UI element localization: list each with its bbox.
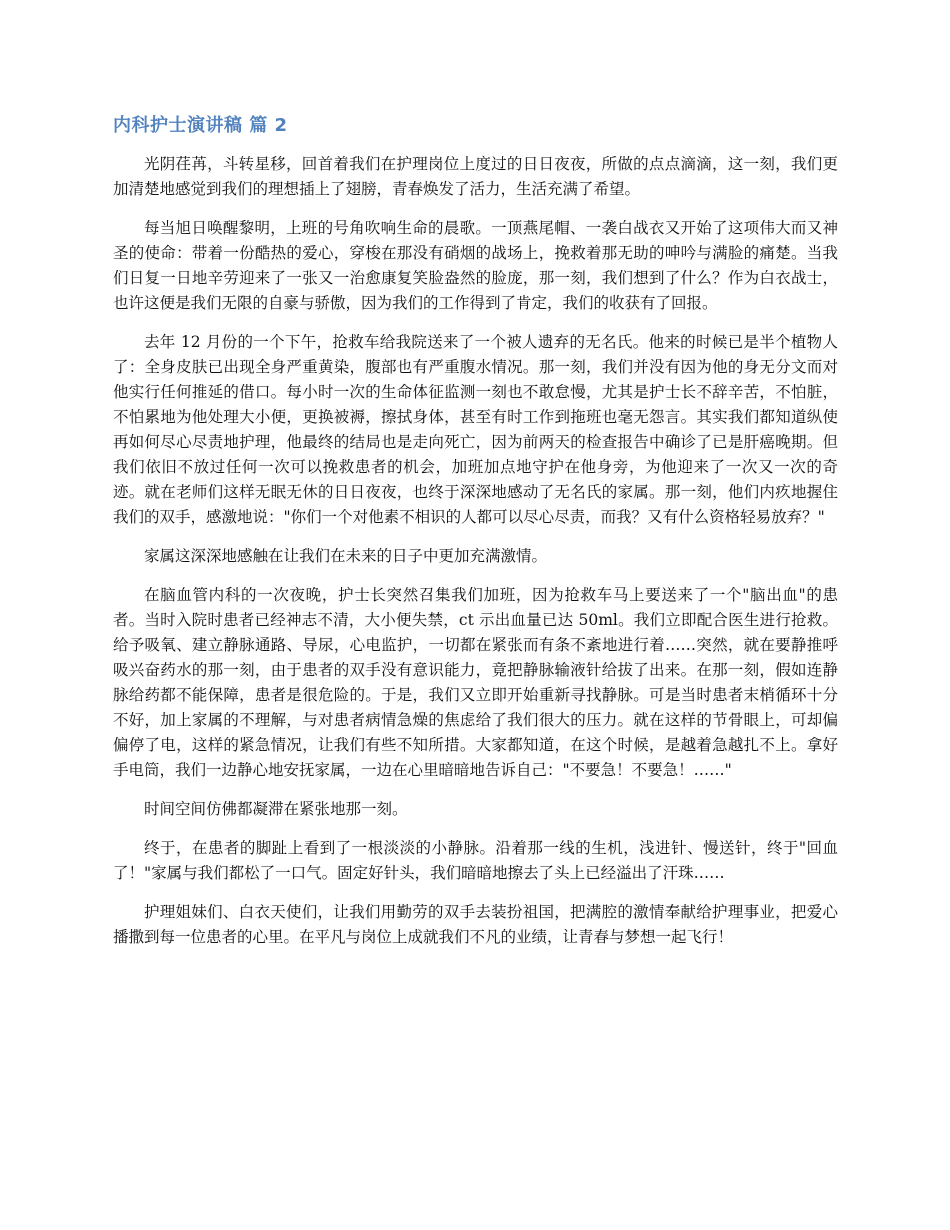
paragraph-2: 每当旭日唤醒黎明，上班的号角吹响生命的晨歌。一顶燕尾帽、一袭白战衣又开始了这项伟大而又神圣的使命：带着一份酷热的爱心，穿梭在那没有硝烟的战场上，挽救着那无助的呻吟与满脸的痛楚。当我们日复一日地辛劳迎来了一张又一治愈康复笑脸盎然的脸庞，那一刻，我们想到了什么？作为白衣战士，也许这便是我们无限的自豪与骄傲，因为我们的工作得到了肯定，我们的收获有了回报。 [113,219,838,312]
paragraph-6: 时间空间仿佛都凝滞在紧张地那一刻。 [144,800,408,818]
paragraph-5: 在脑血管内科的一次夜晚，护士长突然召集我们加班，因为抢救车马上要送来了一个"脑出血"的患者。当时入院时患者已经神志不清，大小便失禁，ct 示出血量已达 50ml。我们立即配合医生进行抢救。给予吸氧、建立静脉通路、导尿，心电监护，一切都在紧张而有条不紊地进行着……突然，就在要静推呼吸兴奋药水的那一刻，由于患者的双手没有意识能力，竟把静脉输液针给拔了出来。在那一刻，假如连静脉给药都不能保障，患者是很危险的。于是，我们又立即开始重新寻找静脉。可是当时患者末梢循环十分不好，加上家属的不理解，与对患者病情急燥的焦虑给了我们很大的压力。就在这样的节骨眼上，可却偏偏停了电，这样的紧急情况，让我们有些不知所措。大家都知道，在这个时候，是越着急越扎不上。拿好手电筒，我们一边静心地安抚家属，一边在心里暗暗地告诉自己："不要急！不要急！……" [113,586,838,779]
paragraph-1: 光阴荏苒，斗转星移，回首着我们在护理岗位上度过的日日夜夜，所做的点点滴滴，这一刻，我们更加清楚地感觉到我们的理想插上了翅膀，青春焕发了活力，生活充满了希望。 [113,155,838,198]
paragraph-3: 去年 12 月份的一个下午，抢救车给我院送来了一个被人遗弃的无名氏。他来的时候已是半个植物人了：全身皮肤已出现全身严重黄染，腹部也有严重腹水情况。那一刻，我们并没有因为他的身无分文而对他实行任何推延的借口。每小时一次的生命体征监测一刻也不敢怠慢，尤其是护士长不辞辛苦，不怕脏，不怕累地为他处理大小便，更换被褥，擦拭身体，甚至有时工作到拖班也毫无怨言。其实我们都知道纵使再如何尽心尽责地护理，他最终的结局也是走向死亡，因为前两天的检查报告中确诊了已是肝癌晚期。但我们依旧不放过任何一次可以挽救患者的机会，加班加点地守护在他身旁，为他迎来了一次又一次的奇迹。就在老师们这样无眠无休的日日夜夜，也终于深深地感动了无名氏的家属。那一刻，他们内疚地握住我们的双手，感激地说："你们一个对他素不相识的人都可以尽心尽责，而我？又有什么资格轻易放弃？" [113,333,838,526]
paragraph-7: 终于，在患者的脚趾上看到了一根淡淡的小静脉。沿着那一线的生机，浅进针、慢送针，终于"回血了！"家属与我们都松了一口气。固定好针头，我们暗暗地擦去了头上已经溢出了汗珠…… [113,839,838,882]
paragraph-4: 家属这深深地感触在让我们在未来的日子中更加充满激情。 [144,547,548,565]
document-title: 内科护士演讲稿 篇 2 [113,115,288,136]
document-page [113,112,838,964]
paragraph-8: 护理姐妹们、白衣天使们，让我们用勤劳的双手去装扮祖国，把满腔的激情奉献给护理事业，把爱心播撒到每一位患者的心里。在平凡与岗位上成就我们不凡的业绩，让青春与梦想一起飞行！ [113,903,838,946]
